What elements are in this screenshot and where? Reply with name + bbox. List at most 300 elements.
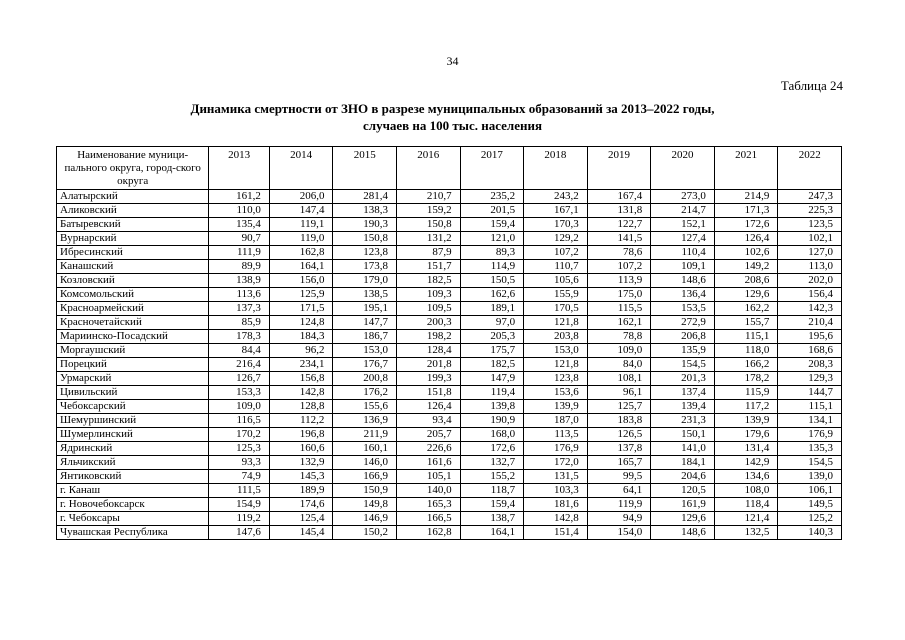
value-cell: 166,9 — [333, 470, 397, 484]
value-cell: 138,5 — [333, 288, 397, 302]
value-cell: 93,3 — [209, 456, 270, 470]
value-cell: 96,2 — [269, 344, 333, 358]
value-cell: 190,3 — [333, 218, 397, 232]
value-cell: 174,6 — [269, 498, 333, 512]
value-cell: 164,1 — [269, 260, 333, 274]
column-header-year: 2020 — [651, 147, 715, 190]
value-cell: 154,5 — [778, 456, 842, 470]
row-name-cell: Чувашская Республика — [57, 526, 209, 540]
value-cell: 106,1 — [778, 484, 842, 498]
column-header-year: 2013 — [209, 147, 270, 190]
value-cell: 103,3 — [524, 484, 588, 498]
value-cell: 150,8 — [397, 218, 461, 232]
row-name-cell: Красноармейский — [57, 302, 209, 316]
value-cell: 131,2 — [397, 232, 461, 246]
value-cell: 132,9 — [269, 456, 333, 470]
value-cell: 159,4 — [460, 498, 524, 512]
value-cell: 151,4 — [524, 526, 588, 540]
value-cell: 178,3 — [209, 330, 270, 344]
value-cell: 90,7 — [209, 232, 270, 246]
value-cell: 105,1 — [397, 470, 461, 484]
row-name-cell: Чебоксарский — [57, 400, 209, 414]
value-cell: 102,1 — [778, 232, 842, 246]
value-cell: 113,0 — [778, 260, 842, 274]
value-cell: 109,1 — [651, 260, 715, 274]
value-cell: 122,7 — [587, 218, 651, 232]
value-cell: 138,7 — [460, 512, 524, 526]
value-cell: 115,1 — [714, 330, 778, 344]
value-cell: 149,5 — [778, 498, 842, 512]
table-label: Таблица 24 — [780, 78, 843, 93]
value-cell: 138,9 — [209, 274, 270, 288]
value-cell: 142,9 — [714, 456, 778, 470]
value-cell: 175,0 — [587, 288, 651, 302]
table-row — [57, 330, 842, 344]
value-cell: 172,0 — [524, 456, 588, 470]
table-row — [57, 526, 842, 540]
row-name-cell: Красночетайский — [57, 316, 209, 330]
value-cell: 141,0 — [651, 442, 715, 456]
value-cell: 138,3 — [333, 204, 397, 218]
value-cell: 108,0 — [714, 484, 778, 498]
value-cell: 99,5 — [587, 470, 651, 484]
row-name-cell: г. Канаш — [57, 484, 209, 498]
value-cell: 96,1 — [587, 386, 651, 400]
table-title-line-2: случаев на 100 тыс. населения — [363, 118, 542, 133]
value-cell: 89,9 — [209, 260, 270, 274]
table-header-row — [57, 147, 842, 190]
value-cell: 162,6 — [460, 288, 524, 302]
value-cell: 172,6 — [714, 218, 778, 232]
value-cell: 150,9 — [333, 484, 397, 498]
value-cell: 151,8 — [397, 386, 461, 400]
value-cell: 202,0 — [778, 274, 842, 288]
value-cell: 137,4 — [651, 386, 715, 400]
value-cell: 154,0 — [587, 526, 651, 540]
value-cell: 78,8 — [587, 330, 651, 344]
value-cell: 126,4 — [714, 232, 778, 246]
row-name-cell: Козловский — [57, 274, 209, 288]
value-cell: 102,6 — [714, 246, 778, 260]
value-cell: 160,6 — [269, 442, 333, 456]
value-cell: 154,5 — [651, 358, 715, 372]
value-cell: 107,2 — [524, 246, 588, 260]
column-header-year: 2014 — [269, 147, 333, 190]
value-cell: 156,4 — [778, 288, 842, 302]
value-cell: 121,8 — [524, 358, 588, 372]
table-row — [57, 470, 842, 484]
value-cell: 273,0 — [651, 190, 715, 204]
value-cell: 175,7 — [460, 344, 524, 358]
value-cell: 156,0 — [269, 274, 333, 288]
value-cell: 123,8 — [524, 372, 588, 386]
value-cell: 84,0 — [587, 358, 651, 372]
table-row — [57, 218, 842, 232]
value-cell: 111,5 — [209, 484, 270, 498]
value-cell: 142,8 — [524, 512, 588, 526]
value-cell: 170,2 — [209, 428, 270, 442]
value-cell: 176,2 — [333, 386, 397, 400]
value-cell: 110,7 — [524, 260, 588, 274]
value-cell: 148,6 — [651, 274, 715, 288]
value-cell: 131,8 — [587, 204, 651, 218]
column-header-year: 2017 — [460, 147, 524, 190]
value-cell: 161,2 — [209, 190, 270, 204]
value-cell: 162,1 — [587, 316, 651, 330]
column-header-year: 2015 — [333, 147, 397, 190]
value-cell: 93,4 — [397, 414, 461, 428]
value-cell: 108,1 — [587, 372, 651, 386]
value-cell: 184,1 — [651, 456, 715, 470]
value-cell: 155,7 — [714, 316, 778, 330]
value-cell: 206,0 — [269, 190, 333, 204]
value-cell: 147,9 — [460, 372, 524, 386]
value-cell: 121,0 — [460, 232, 524, 246]
value-cell: 170,3 — [524, 218, 588, 232]
value-cell: 118,4 — [714, 498, 778, 512]
value-cell: 119,9 — [587, 498, 651, 512]
value-cell: 146,0 — [333, 456, 397, 470]
value-cell: 64,1 — [587, 484, 651, 498]
row-name-cell: Аликовский — [57, 204, 209, 218]
value-cell: 247,3 — [778, 190, 842, 204]
value-cell: 114,9 — [460, 260, 524, 274]
value-cell: 109,0 — [587, 344, 651, 358]
value-cell: 153,0 — [524, 344, 588, 358]
value-cell: 171,5 — [269, 302, 333, 316]
value-cell: 113,9 — [587, 274, 651, 288]
value-cell: 153,5 — [651, 302, 715, 316]
value-cell: 201,3 — [651, 372, 715, 386]
value-cell: 150,5 — [460, 274, 524, 288]
value-cell: 155,6 — [333, 400, 397, 414]
table-row — [57, 274, 842, 288]
value-cell: 129,2 — [524, 232, 588, 246]
value-cell: 173,8 — [333, 260, 397, 274]
value-cell: 150,1 — [651, 428, 715, 442]
value-cell: 168,6 — [778, 344, 842, 358]
value-cell: 139,8 — [460, 400, 524, 414]
value-cell: 139,0 — [778, 470, 842, 484]
value-cell: 166,2 — [714, 358, 778, 372]
value-cell: 147,6 — [209, 526, 270, 540]
table-row — [57, 456, 842, 470]
value-cell: 147,7 — [333, 316, 397, 330]
value-cell: 127,4 — [651, 232, 715, 246]
value-cell: 120,5 — [651, 484, 715, 498]
value-cell: 126,7 — [209, 372, 270, 386]
value-cell: 119,2 — [209, 512, 270, 526]
table-row — [57, 316, 842, 330]
value-cell: 132,7 — [460, 456, 524, 470]
value-cell: 135,3 — [778, 442, 842, 456]
value-cell: 134,6 — [714, 470, 778, 484]
row-name-cell: Порецкий — [57, 358, 209, 372]
value-cell: 183,8 — [587, 414, 651, 428]
value-cell: 225,3 — [778, 204, 842, 218]
value-cell: 149,2 — [714, 260, 778, 274]
value-cell: 195,6 — [778, 330, 842, 344]
value-cell: 110,4 — [651, 246, 715, 260]
value-cell: 146,9 — [333, 512, 397, 526]
value-cell: 144,7 — [778, 386, 842, 400]
value-cell: 182,5 — [397, 274, 461, 288]
table-row — [57, 484, 842, 498]
value-cell: 109,0 — [209, 400, 270, 414]
value-cell: 171,3 — [714, 204, 778, 218]
row-name-cell: Шемуршинский — [57, 414, 209, 428]
value-cell: 118,7 — [460, 484, 524, 498]
column-header-year: 2019 — [587, 147, 651, 190]
value-cell: 235,2 — [460, 190, 524, 204]
value-cell: 196,8 — [269, 428, 333, 442]
value-cell: 128,4 — [397, 344, 461, 358]
row-name-cell: Батыревский — [57, 218, 209, 232]
value-cell: 139,9 — [714, 414, 778, 428]
value-cell: 129,6 — [651, 512, 715, 526]
value-cell: 97,0 — [460, 316, 524, 330]
row-name-cell: г. Новочебоксарск — [57, 498, 209, 512]
value-cell: 165,3 — [397, 498, 461, 512]
table-row — [57, 512, 842, 526]
value-cell: 190,9 — [460, 414, 524, 428]
value-cell: 111,9 — [209, 246, 270, 260]
table-row — [57, 204, 842, 218]
table-row — [57, 246, 842, 260]
table-row — [57, 190, 842, 204]
row-name-cell: Моргаушский — [57, 344, 209, 358]
value-cell: 126,4 — [397, 400, 461, 414]
value-cell: 119,1 — [269, 218, 333, 232]
value-cell: 161,6 — [397, 456, 461, 470]
row-name-cell: Ибресинский — [57, 246, 209, 260]
table-row — [57, 442, 842, 456]
value-cell: 198,2 — [397, 330, 461, 344]
table-row — [57, 414, 842, 428]
value-cell: 127,0 — [778, 246, 842, 260]
value-cell: 84,4 — [209, 344, 270, 358]
value-cell: 150,8 — [333, 232, 397, 246]
table-row — [57, 288, 842, 302]
value-cell: 136,9 — [333, 414, 397, 428]
value-cell: 125,9 — [269, 288, 333, 302]
row-name-cell: Урмарский — [57, 372, 209, 386]
value-cell: 201,8 — [397, 358, 461, 372]
value-cell: 132,5 — [714, 526, 778, 540]
value-cell: 214,9 — [714, 190, 778, 204]
value-cell: 201,5 — [460, 204, 524, 218]
table-row — [57, 260, 842, 274]
value-cell: 189,9 — [269, 484, 333, 498]
value-cell: 205,3 — [460, 330, 524, 344]
value-cell: 210,4 — [778, 316, 842, 330]
table-title — [0, 100, 905, 134]
column-header-year: 2016 — [397, 147, 461, 190]
value-cell: 119,0 — [269, 232, 333, 246]
value-cell: 139,9 — [524, 400, 588, 414]
value-cell: 87,9 — [397, 246, 461, 260]
column-header-year: 2022 — [778, 147, 842, 190]
value-cell: 151,7 — [397, 260, 461, 274]
value-cell: 125,2 — [778, 512, 842, 526]
value-cell: 147,4 — [269, 204, 333, 218]
value-cell: 179,6 — [714, 428, 778, 442]
value-cell: 113,6 — [209, 288, 270, 302]
value-cell: 153,6 — [524, 386, 588, 400]
row-name-cell: Канашский — [57, 260, 209, 274]
value-cell: 182,5 — [460, 358, 524, 372]
table-row — [57, 400, 842, 414]
row-name-cell: Янтиковский — [57, 470, 209, 484]
value-cell: 116,5 — [209, 414, 270, 428]
value-cell: 110,0 — [209, 204, 270, 218]
value-cell: 214,7 — [651, 204, 715, 218]
table-row — [57, 302, 842, 316]
value-cell: 181,6 — [524, 498, 588, 512]
value-cell: 105,6 — [524, 274, 588, 288]
value-cell: 211,9 — [333, 428, 397, 442]
value-cell: 167,4 — [587, 190, 651, 204]
value-cell: 124,8 — [269, 316, 333, 330]
value-cell: 89,3 — [460, 246, 524, 260]
value-cell: 123,8 — [333, 246, 397, 260]
value-cell: 200,8 — [333, 372, 397, 386]
value-cell: 118,0 — [714, 344, 778, 358]
value-cell: 170,5 — [524, 302, 588, 316]
value-cell: 121,8 — [524, 316, 588, 330]
value-cell: 159,2 — [397, 204, 461, 218]
table-body — [57, 190, 842, 540]
value-cell: 149,8 — [333, 498, 397, 512]
row-name-cell: Алатырский — [57, 190, 209, 204]
value-cell: 195,1 — [333, 302, 397, 316]
mortality-table — [56, 146, 842, 540]
row-name-cell: Цивильский — [57, 386, 209, 400]
value-cell: 129,3 — [778, 372, 842, 386]
value-cell: 85,9 — [209, 316, 270, 330]
value-cell: 199,3 — [397, 372, 461, 386]
table-row — [57, 428, 842, 442]
value-cell: 125,7 — [587, 400, 651, 414]
value-cell: 125,3 — [209, 442, 270, 456]
value-cell: 94,9 — [587, 512, 651, 526]
value-cell: 176,9 — [524, 442, 588, 456]
value-cell: 164,1 — [460, 526, 524, 540]
value-cell: 156,8 — [269, 372, 333, 386]
value-cell: 109,3 — [397, 288, 461, 302]
column-header-year: 2021 — [714, 147, 778, 190]
value-cell: 208,3 — [778, 358, 842, 372]
row-name-cell: Шумерлинский — [57, 428, 209, 442]
value-cell: 109,5 — [397, 302, 461, 316]
value-cell: 187,0 — [524, 414, 588, 428]
table-row — [57, 498, 842, 512]
value-cell: 129,6 — [714, 288, 778, 302]
value-cell: 134,1 — [778, 414, 842, 428]
value-cell: 121,4 — [714, 512, 778, 526]
value-cell: 113,5 — [524, 428, 588, 442]
value-cell: 165,7 — [587, 456, 651, 470]
value-cell: 107,2 — [587, 260, 651, 274]
table-row — [57, 358, 842, 372]
page-number: 34 — [446, 54, 459, 68]
value-cell: 145,3 — [269, 470, 333, 484]
value-cell: 176,9 — [778, 428, 842, 442]
table-row — [57, 232, 842, 246]
column-header-year: 2018 — [524, 147, 588, 190]
value-cell: 272,9 — [651, 316, 715, 330]
value-cell: 78,6 — [587, 246, 651, 260]
value-cell: 203,8 — [524, 330, 588, 344]
value-cell: 179,0 — [333, 274, 397, 288]
value-cell: 123,5 — [778, 218, 842, 232]
value-cell: 140,3 — [778, 526, 842, 540]
value-cell: 135,9 — [651, 344, 715, 358]
value-cell: 141,5 — [587, 232, 651, 246]
value-cell: 142,3 — [778, 302, 842, 316]
value-cell: 150,2 — [333, 526, 397, 540]
value-cell: 172,6 — [460, 442, 524, 456]
value-cell: 139,4 — [651, 400, 715, 414]
value-cell: 153,0 — [333, 344, 397, 358]
value-cell: 115,5 — [587, 302, 651, 316]
value-cell: 200,3 — [397, 316, 461, 330]
value-cell: 131,4 — [714, 442, 778, 456]
value-cell: 162,8 — [397, 526, 461, 540]
value-cell: 117,2 — [714, 400, 778, 414]
value-cell: 155,2 — [460, 470, 524, 484]
value-cell: 74,9 — [209, 470, 270, 484]
value-cell: 145,4 — [269, 526, 333, 540]
value-cell: 176,7 — [333, 358, 397, 372]
value-cell: 112,2 — [269, 414, 333, 428]
value-cell: 208,6 — [714, 274, 778, 288]
value-cell: 136,4 — [651, 288, 715, 302]
row-name-cell: Яльчикский — [57, 456, 209, 470]
value-cell: 162,8 — [269, 246, 333, 260]
table-row — [57, 372, 842, 386]
table-title-line-1: Динамика смертности от ЗНО в разрезе муниципальных образований за 2013–2022 годы, — [190, 101, 715, 116]
table-row — [57, 386, 842, 400]
table-row — [57, 344, 842, 358]
value-cell: 126,5 — [587, 428, 651, 442]
value-cell: 184,3 — [269, 330, 333, 344]
value-cell: 115,9 — [714, 386, 778, 400]
row-name-cell: Комсомольский — [57, 288, 209, 302]
value-cell: 137,8 — [587, 442, 651, 456]
value-cell: 216,4 — [209, 358, 270, 372]
value-cell: 148,6 — [651, 526, 715, 540]
value-cell: 135,4 — [209, 218, 270, 232]
column-header-name: Наименование муници-пального округа, город-ского округа — [57, 147, 209, 190]
value-cell: 206,8 — [651, 330, 715, 344]
value-cell: 231,3 — [651, 414, 715, 428]
value-cell: 189,1 — [460, 302, 524, 316]
value-cell: 153,3 — [209, 386, 270, 400]
value-cell: 205,7 — [397, 428, 461, 442]
value-cell: 167,1 — [524, 204, 588, 218]
value-cell: 281,4 — [333, 190, 397, 204]
value-cell: 154,9 — [209, 498, 270, 512]
value-cell: 161,9 — [651, 498, 715, 512]
value-cell: 160,1 — [333, 442, 397, 456]
value-cell: 186,7 — [333, 330, 397, 344]
value-cell: 131,5 — [524, 470, 588, 484]
value-cell: 178,2 — [714, 372, 778, 386]
row-name-cell: г. Чебоксары — [57, 512, 209, 526]
value-cell: 226,6 — [397, 442, 461, 456]
value-cell: 152,1 — [651, 218, 715, 232]
